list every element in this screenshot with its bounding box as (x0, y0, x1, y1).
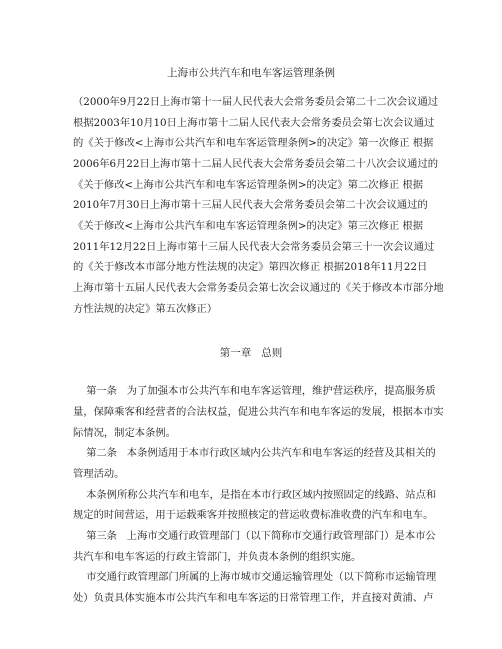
body-line: 规定的时间营运，用于运载乘客并按照核定的营运收费标准收费的汽车和电车。 (73, 509, 434, 521)
preamble-line: 2011年12月22日上海市第十三届人民代表大会常务委员会第三十一次会议通过 (73, 241, 435, 253)
body-line: 第三条 上海市交通行政管理部门（以下简称市交通行政管理部门）是本市公 (73, 530, 436, 542)
body-line: 共汽车和电车客运的行政主管部门，并负责本条例的组织实施。 (73, 551, 362, 563)
preamble-line: 《关于修改<上海市公共汽车和电车客运管理条例>的决定》第三次修正 根据 (73, 220, 424, 232)
body-line: 量，保障乘客和经营者的合法权益，促进公共汽车和电车客运的发展，根据本市实 (73, 406, 444, 418)
body-line: 第一条 为了加强本市公共汽车和电车客运管理，维护营运秩序，提高服务质 (73, 385, 436, 397)
preamble-line: 上海市第十五届人民代表大会常务委员会第七次会议通过的《关于修改本市部分地 (73, 282, 444, 294)
preamble-line: 根据2003年10月10日上海市第十二届人民代表大会常务委员会第七次会议通过 (73, 117, 435, 129)
body-line: 市交通行政管理部门所属的上海市城市交通运输管理处（以下简称市运输管理 (73, 571, 437, 583)
preamble-line: 《关于修改<上海市公共汽车和电车客运管理条例>的决定》第二次修正 根据 (73, 179, 424, 191)
preamble-line: 方性法规的决定》第五次修正） (73, 303, 218, 315)
preamble-line: （2000年9月22日上海市第十一届人民代表大会常务委员会第二十二次会议通过 (73, 96, 439, 108)
body-line: 处）负责具体实施本市公共汽车和电车客运的日常管理工作，并直接对黄浦、卢 (73, 592, 434, 604)
body-line: 管理活动。 (73, 468, 125, 480)
preamble-line: 2006年6月22日上海市第十二届人民代表大会常务委员会第二十八次会议通过的 (73, 158, 439, 170)
chapter-heading: 第一章 总则 (219, 347, 283, 359)
document-title: 上海市公共汽车和电车客运管理条例 (167, 67, 335, 79)
preamble-line: 的《关于修改<上海市公共汽车和电车客运管理条例>的决定》第一次修正 根据 (73, 137, 434, 149)
preamble-line: 2010年7月30日上海市第十三届人民代表大会常务委员会第二十次会议通过的 (73, 199, 428, 211)
body-line: 第二条 本条例适用于本市行政区域内公共汽车和电车客运的经营及其相关的 (73, 447, 436, 459)
preamble-line: 的《关于修改本市部分地方性法规的决定》第四次修正 根据2018年11月22日 (73, 261, 428, 273)
body-line: 际情况，制定本条例。 (73, 427, 176, 439)
body-line: 本条例所称公共汽车和电车，是指在本市行政区域内按照固定的线路、站点和 (73, 489, 437, 501)
